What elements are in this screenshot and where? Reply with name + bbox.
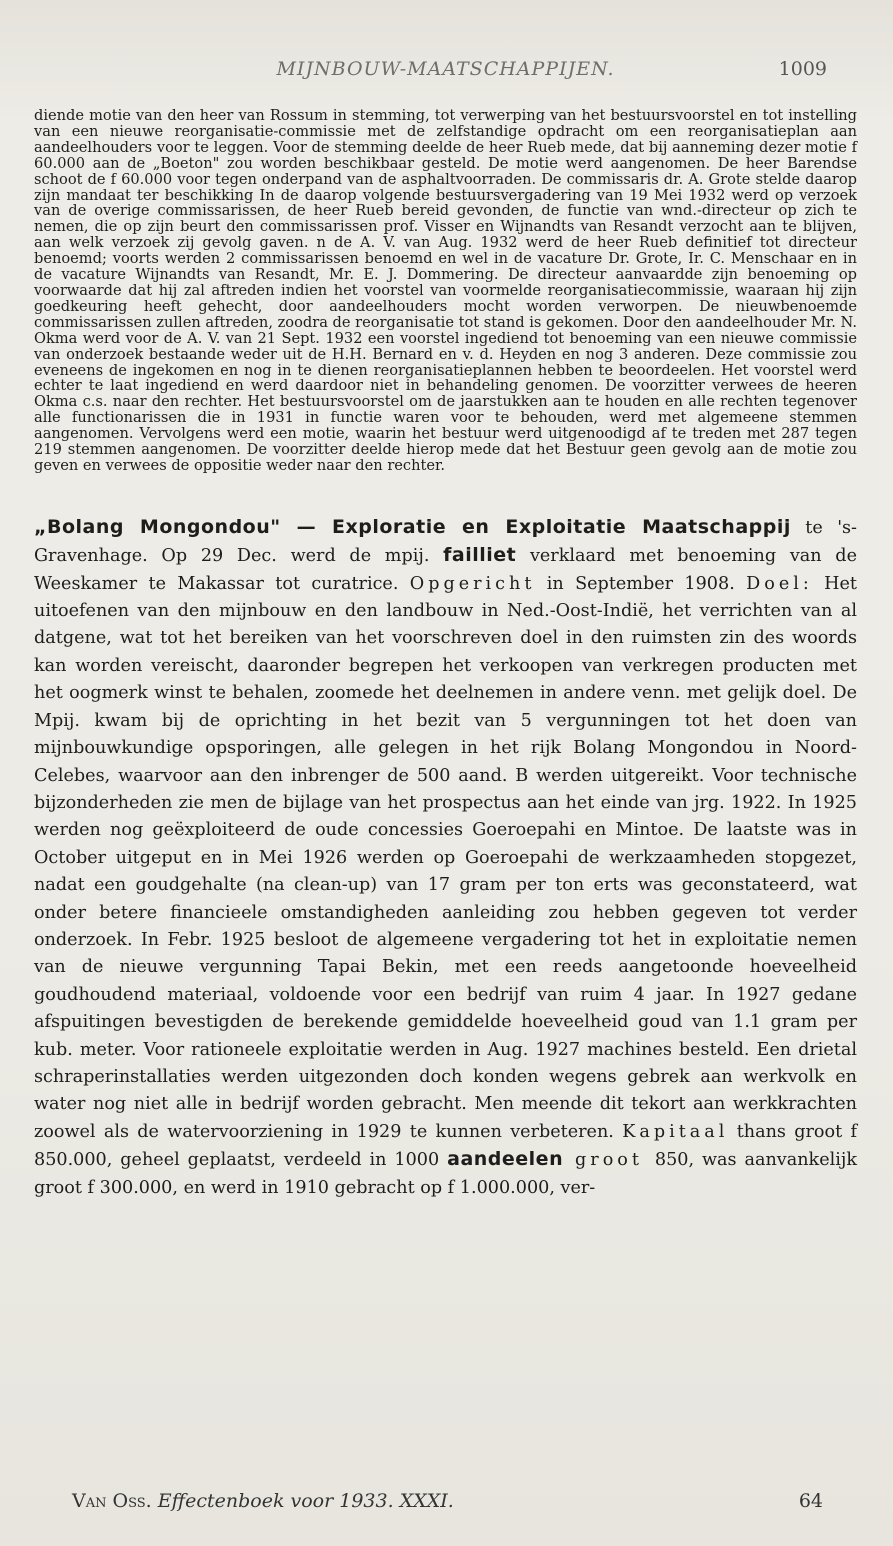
capital-text-2: 850, was aanvankelijk groot f 300.000, en werd in 1910 gebracht op f 1.000.000, ver- [34,1150,857,1198]
label-goal: Doel: [746,573,813,594]
page-number: 1009 [778,58,827,80]
page-footer [72,1490,823,1512]
shares-label: aandeelen [447,1148,564,1171]
capital-text: thans groot f 850.000, geheel geplaatst, verdeeld in 1000 [34,1121,857,1171]
continued-report [34,108,857,474]
running-title: MIJNBOUW-MAATSCHAPPIJEN. [276,58,615,80]
company-entry-paragraph [34,514,857,1202]
footer-volume: XXXI. [399,1490,454,1512]
founded-text: in September 1908. [535,573,747,594]
continued-report-text: diende motie van den heer van Rossum in stemming, tot verwerping van het bestuursvoorstel en tot instelling van een nieuwe reorganisatie-commissie met de zelfstandige opdracht om een reorganisatieplan aan aandeelhouders voor te leggen. Voor de stemming deelde de heer Rueb mede, dat bij aanneming dezer motie f 60.000 aan de „Boeton" zou worden beschikbaar gesteld. De motie werd aangenomen. De heer Barendse schoot de f 60.000 voor tegen onderpand van de asphaltvoorraden. De commissaris dr. A. Grote stelde daarop zijn mandaat ter beschikking In de daarop volgende bestuursvergadering van 19 Mei 1932 werd op verzoek van de overige commissarissen, de heer Rueb bereid gevonden, de functie van wnd.-directeur op zich te nemen, die op zijn beurt den commissarissen prof. Visser en Wijnandts van Resandt verzocht aan te blijven, aan welk verzoek zij gevolg gaven. n de A. V. van Aug. 1932 werd de heer Rueb definitief tot directeur benoemd; voorts werden 2 commissarissen benoemd en wel in de vacature Dr. Grote, Ir. C. Menschaar en in de vacature Wijnandts van Resandt, Mr. E. J. Dommering. De directeur aanvaardde zijn benoeming op voorwaarde dat hij zal aftreden indien het voorstel van voormelde reorganisatiecommissie, waaraan hij zijn goedkeuring heeft gehecht, door aandeelhouders mocht worden verworpen. De nieuwbenoemde commissarissen zullen aftreden, zoodra de reorganisatie tot stand is gekomen. Door den aandeelhouder Mr. N. Okma werd voor de A. V. van 21 Sept. 1932 een voorstel ingediend tot benoeming van een nieuwe commissie van onderzoek bestaande weder uit de H.H. Bernard en v. d. Heyden en nog 3 anderen. Deze commissie zou eveneens de ingekomen en nog in te dienen reorganisatieplannen hebben te beoordeelen. Het voorstel werd echter te laat ingediend en werd daardoor niet in behandeling genomen. De voorzitter verwees de heeren Okma c.s. naar den rechter. Het bestuursvoorstel om de jaarstukken aan te houden en alle rechten tegenover alle functionarissen die in 1931 in functie waren voor te behouden, werd met algemeene stemmen aangenomen. Vervolgens werd een motie, waarin het bestuur werd uitgenoodigd af te treden met 287 tegen 219 stemmen aangenomen. De voorzitter deelde hierop mede dat het Bestuur geen gevolg aan de motie zou geven en verwees de oppositie weder naar den rechter. [34,107,858,474]
entry-seat-text: te 's-Gravenhage. Op 29 Dec. werd de mpij. [34,517,858,567]
label-groot: groot [563,1150,655,1171]
footer-sheet-number: 64 [798,1490,823,1512]
entry-seat-text-2: verklaard met benoeming van de Weeskamer te Makassar tot curatrice. [34,546,857,594]
label-founded: Opgericht [409,573,536,594]
running-head [34,58,857,94]
status-failliet: failliet [443,544,517,567]
company-entry [34,514,857,1202]
company-name: „Bolang Mongondou" — Exploratie en Exploitatie Maatschappij [34,515,791,538]
footer-author: Van Oss. [72,1490,152,1512]
label-capital: Kapitaal [622,1121,729,1142]
entry-body: Het uitoefenen van den mijnbouw en den landbouw in Ned.-Oost-Indië, het verrichten van al datgene, wat tot het bereiken van het voorschreven doel in den ruimsten zin des woords kan worden vereischt, daaronder begrepen het verkoopen van verkregen producten met het oogmerk winst te behalen, zoomede het deelnemen in andere venn. met gelijk doel. De Mpij. kwam bij de oprichting in het bezit van 5 vergunningen tot het doen van mijnbouwkundige opsporingen, alle gelegen in het rijk Bolang Mongondou in Noord-Celebes, waarvoor aan den inbrenger de 500 aand. B werden uitgereikt. Voor technische bijzonderheden zie men de bijlage van het prospectus aan het einde van jrg. 1922. In 1925 werden nog geëxploiteerd de oude concessies Goeroepahi en Mintoe. De laatste was in October uitgeput en in Mei 1926 werden op Goeroepahi de werkzaamheden stopgezet, nadat een goudgehalte (na clean-up) van 17 gram per ton erts was geconstateerd, wat onder betere financieele omstandigheden aanleiding zou hebben gegeven tot verder onderzoek. In Febr. 1925 besloot de algemeene vergadering tot het in exploitatie nemen van de nieuwe vergunning Tapai Bekin, met een reeds aangetoonde hoeveelheid goudhoudend materiaal, voldoende voor een bedrijf van ruim 4 jaar. In 1927 gedane afspuitingen bevestigden de berekende gemiddelde hoeveelheid goud van 1.1 gram per kub. meter. Voor rationeele exploitatie werden in Aug. 1927 machines besteld. Een drietal schraperinstallaties werden uitgezonden doch konden wegens gebrek aan werkvolk en water nog niet alle in bedrijf worden gebracht. Men meende dit tekort aan werkkrachten zoowel als de watervoorziening in 1929 te kunnen verbeteren. [34,573,857,1142]
footer-book-title: Effectenboek voor 1933. [157,1490,394,1512]
